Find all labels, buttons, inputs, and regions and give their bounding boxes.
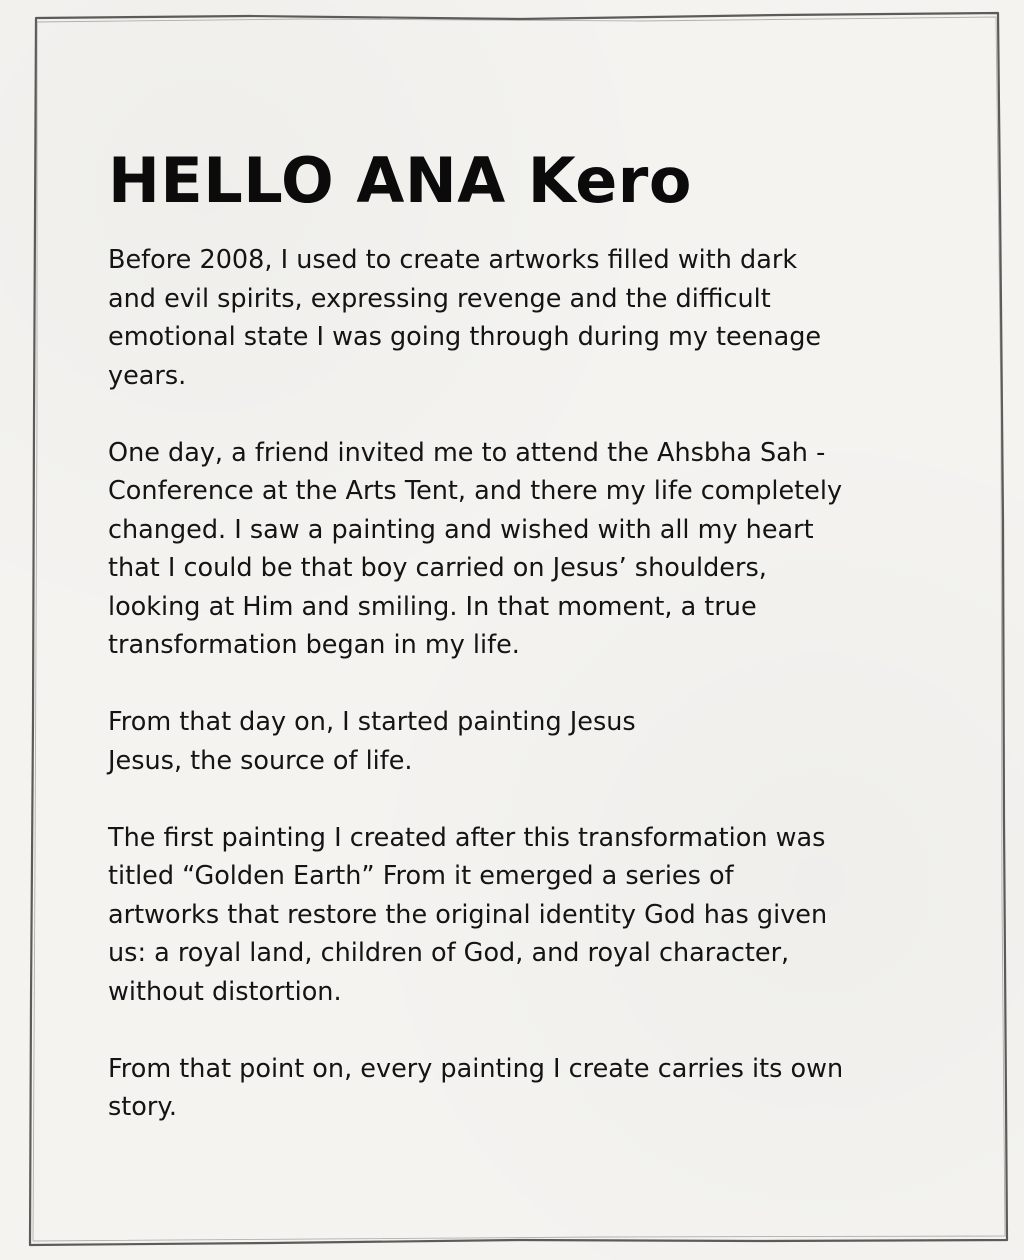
page-title: HELLO ANA Kero — [108, 144, 692, 217]
paragraph-conference: One day, a friend invited me to attend the Ahsbha Sah - Conference at the Arts Tent, and there my life completely changed. I saw a painting and wished with all my heart that I could be that boy carried on Jesus’ shoulders, looking at Him and smiling. In that moment, a true transformation began in my life. — [108, 437, 843, 661]
paragraph-golden-earth: The first painting I created after this transformation was titled “Golden Earth” From it emerged a series of artworks that restore the original identity God has given us: a royal land, children of God, and royal character, without distortion. — [108, 822, 828, 1007]
paragraph-every-painting: From that point on, every painting I create carries its own story. — [108, 1053, 844, 1123]
document-content — [108, 144, 928, 1127]
paragraph-painting-jesus: From that day on, I started painting Jesus Jesus, the source of life. — [108, 707, 636, 776]
paragraph-before-2008: Before 2008, I used to create artworks filled with dark and evil spirits, expressing revenge and the difficult emotional state I was going through during my teenage years. — [108, 245, 822, 391]
